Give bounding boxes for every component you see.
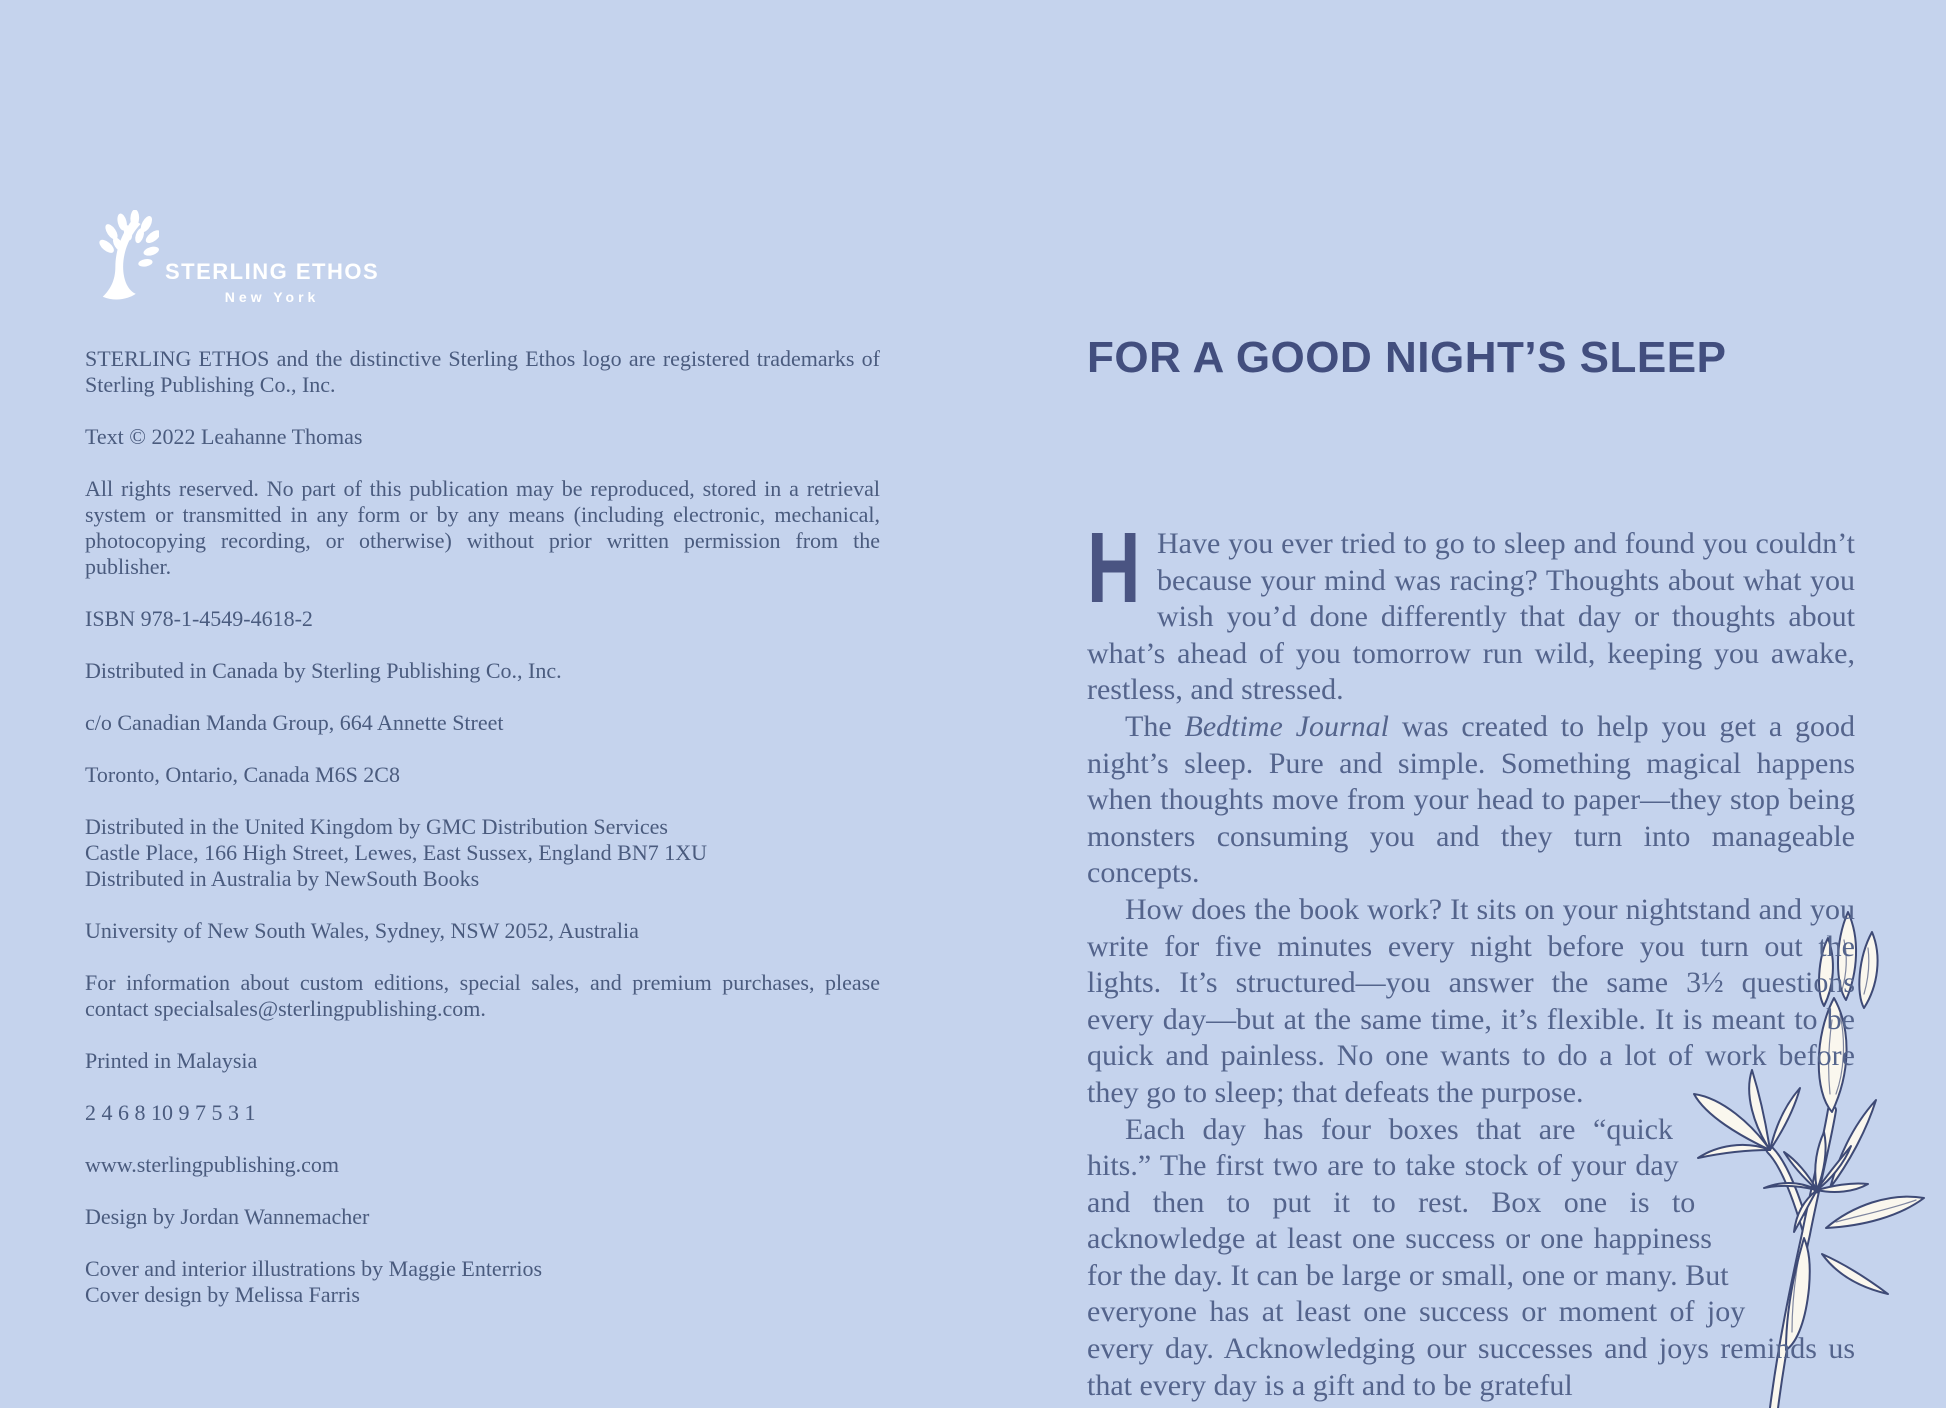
- intro-paragraph: The Bedtime Journal was created to help you get a good night’s sleep. Pure and simple. Something magical happens when thoughts move from your head to paper—they stop being monsters consuming you and they turn into manageable concepts.: [1087, 709, 1856, 890]
- copyright-block: STERLING ETHOS and the distinctive Sterling Ethos logo are registered trademarks of Sterling Publishing Co., Inc.: [85, 346, 880, 397]
- copyright-block: 2 4 6 8 10 9 7 5 3 1: [85, 1100, 256, 1125]
- copyright-block: www.sterlingpublishing.com: [85, 1152, 339, 1177]
- intro-paragraph: H Have you ever tried to go to sleep and found you couldn’t because your mind was racing? Thoughts about what you wish you’d done differently that day or thoughts about what’s ahead of you tomorrow run wild, keeping you awake, restless, and stressed.: [1087, 512, 1855, 707]
- publisher-name: STERLING ETHOS: [165, 259, 380, 284]
- intro-page: [1087, 0, 1855, 1404]
- intro-body: [1087, 512, 1856, 1404]
- copyright-block: ISBN 978-1-4549-4618-2: [85, 606, 313, 631]
- copyright-block: Text © 2022 Leahanne Thomas: [85, 424, 363, 449]
- tree-icon: [95, 210, 159, 304]
- drop-cap: H: [1087, 512, 1141, 624]
- copyright-block: Cover and interior illustrations by Maggie Enterrios Cover design by Melissa Farris: [85, 1256, 543, 1307]
- copyright-block: Distributed in the United Kingdom by GMC Distribution Services Castle Place, 166 High Street, Lewes, East Sussex, England BN7 1XU Distributed in Australia by NewSouth Books: [85, 814, 708, 891]
- publisher-logo-text: [165, 261, 379, 304]
- copyright-block: Printed in Malaysia: [85, 1048, 258, 1073]
- chapter-title: FOR A GOOD NIGHT’S SLEEP: [1087, 333, 1727, 382]
- copyright-block: Toronto, Ontario, Canada M6S 2C8: [85, 762, 400, 787]
- publisher-city: New York: [224, 289, 320, 305]
- intro-paragraph: Each day has four boxes that are “quick hits.” The first two are to take stock of your day and then to put it to rest. Box one is to acknowledge at least one success or one happiness for the day. It can be large or small, one or many. But everyone has at least one success or moment of joy every day. Acknowledging our successes and joys reminds us that every day is a gift and to be grateful: [1087, 1112, 1855, 1402]
- copyright-block: University of New South Wales, Sydney, NSW 2052, Australia: [85, 918, 639, 943]
- intro-paragraph: How does the book work? It sits on your nightstand and you write for five minutes every night before you turn out the lights. It’s structured—you answer the same 3½ questions every day—but at the same time, it’s flexible. It is meant to be quick and painless. No one wants to do a lot of work before they go to sleep; that defeats the purpose.: [1087, 892, 1855, 1109]
- copyright-block: Distributed in Canada by Sterling Publishing Co., Inc.: [85, 658, 562, 683]
- copyright-block: c/o Canadian Manda Group, 664 Annette Street: [85, 710, 504, 735]
- copyright-block: For information about custom editions, special sales, and premium purchases, please contact specialsales@sterlingpublishing.com.: [85, 970, 880, 1021]
- publisher-logo: [95, 210, 880, 304]
- copyright-block: Design by Jordan Wannemacher: [85, 1204, 370, 1229]
- copyright-page: [85, 0, 880, 1334]
- copyright-block: All rights reserved. No part of this publication may be reproduced, stored in a retrieval system or transmitted in any form or by any means (including electronic, mechanical, photocopying recording, or otherwise) without prior written permission from the publisher.: [85, 476, 880, 579]
- copyright-blocks: [85, 346, 880, 1308]
